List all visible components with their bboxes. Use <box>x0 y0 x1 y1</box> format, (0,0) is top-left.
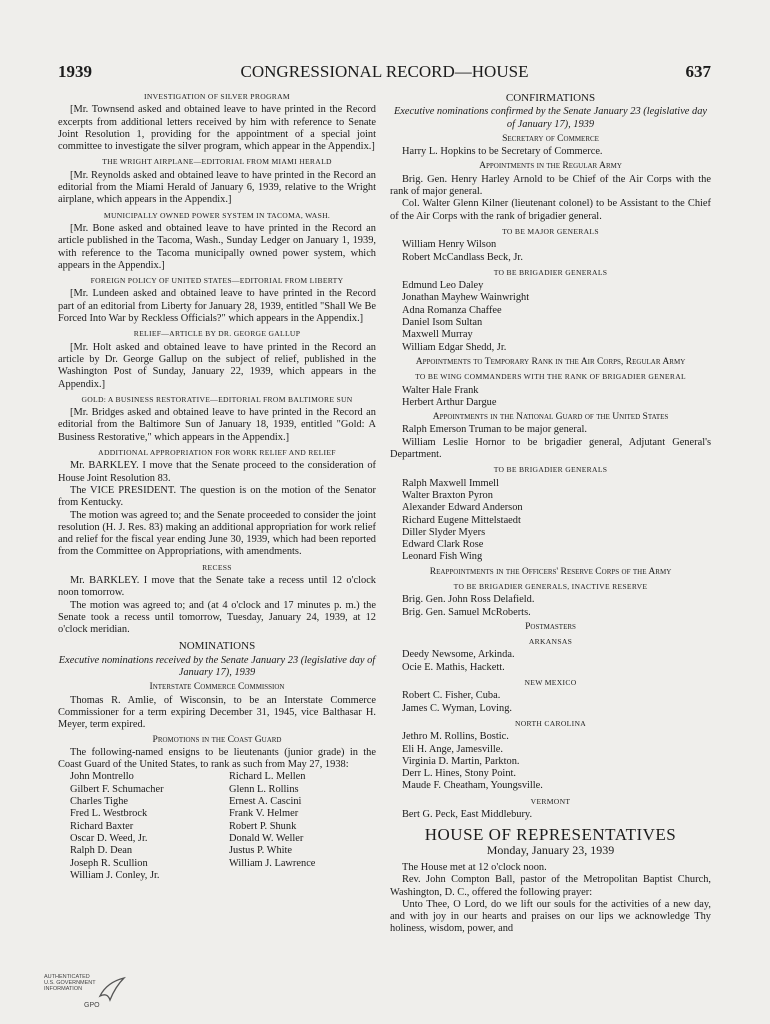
paragraph: Rev. John Compton Ball, pastor of the Metropolitan Baptist Church, Washington, D. C., offered the following prayer: <box>390 874 711 898</box>
paragraph: Col. Walter Glenn Kilner (lieutenant colonel) to be Assistant to the Chief of the Air Corps with the rank of brigadier general. <box>390 198 711 222</box>
header-page-number: 637 <box>685 62 711 81</box>
paragraph: Mr. BARKLEY. I move that the Senate proceed to the consideration of House Joint Resolution 83. <box>58 460 376 484</box>
gpo-mark: GPO <box>84 1002 100 1009</box>
paragraph: [Mr. Reynolds asked and obtained leave to have printed in the Record an editorial from the Miami Herald of January 6, 1939, relative to the Wright airplane, which appears in the Appendix.] <box>58 169 376 206</box>
list-item: William Edgar Shedd, Jr. <box>402 341 507 353</box>
list-item: Eli H. Ange, Jamesville. <box>402 743 504 755</box>
section-heading: TO BE BRIGADIER GENERALS <box>493 465 608 475</box>
session-date: Monday, January 23, 1939 <box>486 842 615 857</box>
list-item: Walter Hale Frank <box>402 384 479 396</box>
paragraph: The House met at 12 o'clock noon. <box>402 861 547 873</box>
list-item: Brig. Gen. Samuel McRoberts. <box>402 606 531 618</box>
house-heading: HOUSE OF REPRESENTATIVES <box>424 825 677 845</box>
paragraph: Ralph Emerson Truman to be major general. <box>402 424 587 436</box>
section-heading: VERMONT <box>530 796 571 806</box>
list-item: William J. Lawrence <box>229 857 316 869</box>
list-item: Fred L. Westbrock <box>70 808 148 820</box>
list-item: Harry L. Hopkins to be Secretary of Commerce. <box>402 146 603 158</box>
list-item: Robert P. Shunk <box>229 820 297 832</box>
paragraph: The following-named ensigns to be lieutenants (junior grade) in the Coast Guard of the United States, to rank as such from May 27, 1938: <box>58 746 376 771</box>
list-item: Daniel Isom Sultan <box>402 317 483 329</box>
section-heading: RELIEF—ARTICLE BY DR. GEORGE GALLUP <box>133 329 301 339</box>
ensign-names <box>58 771 376 882</box>
section-heading: TO BE BRIGADIER GENERALS <box>493 267 608 277</box>
list-item: Deedy Newsome, Arkinda. <box>402 649 515 661</box>
paragraph: [Mr. Lundeen asked and obtained leave to have printed in the Record part of an editorial from Liberty for January 28, 1939, entitled "Shall We Be Forced Into War by Reckless Officials?" which appears in the Appendix.] <box>58 288 376 325</box>
paragraph: The VICE PRESIDENT. The question is on the motion of the Senator from Kentucky. <box>58 484 376 509</box>
list-item: John Montrello <box>70 771 134 783</box>
subheading: Interstate Commerce Commission <box>149 681 285 693</box>
section-heading: TO BE WING COMMANDERS WITH THE RANK OF BRIGADIER GENERAL <box>415 372 686 382</box>
list-item: Donald W. Weller <box>229 832 304 844</box>
list-item: Adna Romanza Chaffee <box>402 304 502 316</box>
section-heading: NORTH CAROLINA <box>514 718 587 728</box>
gpo-line-2: U.S. GOVERNMENT <box>44 980 96 986</box>
eagle-icon <box>96 974 126 1004</box>
list-item: Robert McCandlass Beck, Jr. <box>402 251 523 263</box>
paragraph: William Leslie Hornor to be brigadier general, Adjutant General's Department. <box>390 436 711 461</box>
list-item: Ralph Maxwell Immell <box>402 477 499 489</box>
section-title: NOMINATIONS <box>178 640 256 653</box>
list-item: Edward Clark Rose <box>402 539 484 551</box>
section-heading: TO BE BRIGADIER GENERALS, INACTIVE RESERVE <box>453 581 648 591</box>
list-item: Richard L. Mellen <box>229 771 306 783</box>
left-column <box>58 88 376 882</box>
list-item: Virginia D. Martin, Parkton. <box>402 755 520 767</box>
list-item: Bert G. Peck, East Middlebury. <box>402 809 533 821</box>
list-item: Joseph R. Scullion <box>70 857 148 869</box>
right-column <box>390 88 711 936</box>
subheading: Postmasters <box>525 620 576 632</box>
section-heading: ARKANSAS <box>528 637 573 647</box>
paragraph: Mr. BARKLEY. I move that the Senate take a recess until 12 o'clock noon tomorrow. <box>58 574 376 599</box>
list-item: Brig. Gen. John Ross Delafield. <box>402 594 535 606</box>
paragraph: The motion was agreed to; and the Senate proceeded to consider the joint resolution (H. J. Res. 83) making an additional appropriation for work relief and relief for the fiscal year ending June 30, 1939, which had been reported from the Committee on Appropriations, with amendments. <box>58 509 376 558</box>
list-item: William J. Conley, Jr. <box>70 869 160 881</box>
list-item: Robert C. Fisher, Cuba. <box>402 690 501 702</box>
list-item: Diller Slyder Myers <box>402 526 486 538</box>
list-item: Ralph D. Dean <box>70 845 133 857</box>
list-item: Glenn L. Rollins <box>229 783 299 795</box>
paragraph: [Mr. Bridges asked and obtained leave to have printed in the Record an editorial from the Baltimore Sun of January 18, 1939, entitled "Gold: A Business Restorative," which appears in the Appendix.] <box>58 407 376 443</box>
paragraph: The motion was agreed to; and (at 4 o'clock and 17 minutes p. m.) the Senate took a recess until tomorrow, Tuesday, January 24, 1939, at 12 o'clock meridian. <box>58 599 376 636</box>
section-heading: MUNICIPALLY OWNED POWER SYSTEM IN TACOMA, WASH. <box>103 210 331 220</box>
header-title: CONGRESSIONAL RECORD—HOUSE <box>240 62 529 81</box>
list-item: Richard Eugene Mittelstaedt <box>402 514 521 526</box>
list-item: William Henry Wilson <box>402 239 497 251</box>
ensign-list <box>58 771 217 882</box>
subheading: Appointments to Temporary Rank in the Air Corps, Regular Army <box>415 355 686 367</box>
section-heading: NEW MEXICO <box>524 678 577 688</box>
list-item: Jonathan Mayhew Wainwright <box>402 292 530 304</box>
paragraph: [Mr. Bone asked and obtained leave to have printed in the Record an article published in the Tacoma, Wash., Sunday Ledger on January 1, 1939, with reference to the Tacoma municipally owned power system, which appears in the Appendix.] <box>58 222 376 271</box>
section-heading: FOREIGN POLICY OF UNITED STATES—EDITORIAL FROM LIBERTY <box>90 276 344 286</box>
list-item: Maxwell Murray <box>402 329 473 341</box>
italic-caption: Executive nominations confirmed by the Senate January 23 (legislative day of January 17), 1939 <box>393 106 708 130</box>
subheading: Promotions in the Coast Guard <box>152 733 282 745</box>
section-title: CONFIRMATIONS <box>505 92 596 104</box>
list-item: Edmund Leo Daley <box>402 280 484 292</box>
paragraph: Brig. Gen. Henry Harley Arnold to be Chief of the Air Corps with the rank of major general. <box>390 173 711 198</box>
subheading: Appointments in the National Guard of the United States <box>432 411 669 423</box>
paragraph: Unto Thee, O Lord, do we lift our souls for the activities of a new day, and with joy in our hearts and praises on our lips we acknowledge Thy holiness, wisdom, power, and <box>390 898 711 935</box>
list-item: Charles Tighe <box>70 796 129 808</box>
list-item: Oscar D. Weed, Jr. <box>70 832 148 844</box>
ensign-list <box>217 771 376 882</box>
list-item: Alexander Edward Anderson <box>402 502 523 514</box>
list-item: Frank V. Helmer <box>229 808 299 820</box>
subheading: Reappointments in the Officers' Reserve Corps of the Army <box>429 565 672 577</box>
list-item: Leonard Fish Wing <box>402 551 483 563</box>
list-item: Derr L. Hines, Stony Point. <box>402 768 517 780</box>
subheading: Secretary of Commerce <box>502 132 599 144</box>
list-item: Jethro M. Rollins, Bostic. <box>402 731 509 743</box>
list-item: Maude F. Cheatham, Youngsville. <box>402 780 543 792</box>
list-item: Gilbert F. Schumacher <box>70 783 164 795</box>
page-header <box>58 62 711 82</box>
gpo-line-3: INFORMATION <box>44 986 83 992</box>
subheading: Appointments in the Regular Army <box>479 160 622 172</box>
section-heading: RECESS <box>202 562 232 572</box>
gpo-line-1: AUTHENTICATED <box>44 974 90 980</box>
gpo-authentication-seal <box>44 974 134 1014</box>
section-heading: TO BE MAJOR GENERALS <box>502 226 599 236</box>
list-item: Herbert Arthur Dargue <box>402 396 497 408</box>
list-item: Richard Baxter <box>70 820 134 832</box>
list-item: Justus P. White <box>229 845 293 857</box>
section-heading: THE WRIGHT AIRPLANE—EDITORIAL FROM MIAMI HERALD <box>102 157 332 167</box>
list-item: Ocie E. Mathis, Hackett. <box>402 661 505 673</box>
section-heading: ADDITIONAL APPROPRIATION FOR WORK RELIEF AND RELIEF <box>98 448 336 458</box>
list-item: Walter Braxton Pyron <box>402 489 493 501</box>
list-item: James C. Wyman, Loving. <box>402 702 513 714</box>
paragraph: Thomas R. Amlie, of Wisconsin, to be an Interstate Commerce Commissioner for a term expiring December 31, 1945, vice Balthasar H. Meyer, term expired. <box>58 694 376 731</box>
italic-caption: Executive nominations received by the Senate January 23 (legislative day of January 17), 1939 <box>58 654 376 679</box>
header-year: 1939 <box>58 62 92 81</box>
section-heading: INVESTIGATION OF SILVER PROGRAM <box>144 92 290 101</box>
paragraph: [Mr. Holt asked and obtained leave to have printed in the Record an article by Dr. George Gallup on the subject of relief, published in the Washington Post of Sunday, January 22, 1939, which appears in the Appendix.] <box>58 341 376 390</box>
section-heading: GOLD: A BUSINESS RESTORATIVE—EDITORIAL FROM BALTIMORE SUN <box>81 394 353 404</box>
list-item: Ernest A. Cascini <box>229 796 302 808</box>
paragraph: [Mr. Townsend asked and obtained leave to have printed in the Record excerpts from additional letters received by him with reference to Senate Joint Resolution 1, providing for the appointment of a special joint committee to investigate the silver program, which appear in the Appendix.] <box>58 104 376 153</box>
